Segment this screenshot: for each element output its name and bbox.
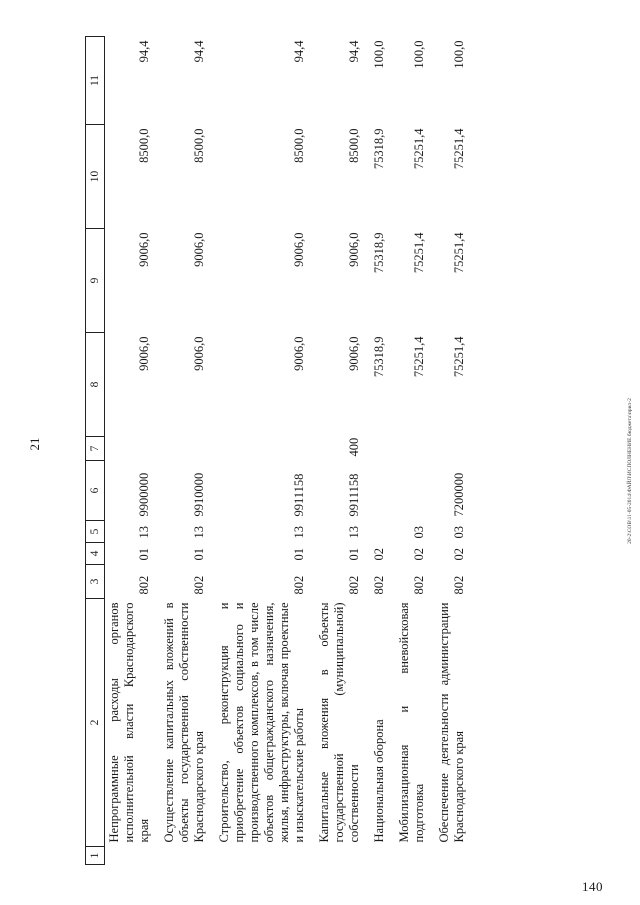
cell-c5: 13 — [292, 526, 306, 539]
cell-c6: 9911158 — [347, 473, 361, 517]
header-row — [86, 37, 105, 865]
cell-c5: 13 — [192, 526, 206, 539]
row-name: Непрограммные расходы органов исполнительной власти Краснодарского края — [107, 602, 151, 843]
cell-c7 — [429, 437, 469, 461]
cell-c10: 8500,0 — [137, 128, 151, 163]
cell-c9: 9006,0 — [347, 232, 361, 267]
header-cell-2: 2 — [86, 599, 105, 847]
cell-c10: 8500,0 — [192, 128, 206, 163]
cell-c6: 7200000 — [452, 472, 466, 517]
cell-c11: 94,4 — [292, 40, 306, 63]
header-cell-8: 8 — [86, 333, 105, 437]
cell-col-1 — [309, 847, 364, 865]
cell-c8: 75251,4 — [452, 336, 466, 378]
cell-c4: 02 — [372, 548, 386, 561]
cell-c7 — [389, 437, 429, 461]
cell-c6 — [389, 461, 429, 521]
cell-col-1 — [154, 847, 209, 865]
cell-c11: 100,0 — [452, 40, 466, 69]
cell-c10: 8500,0 — [292, 128, 306, 163]
cell-c3: 802 — [412, 575, 426, 595]
cell-c10: 8500,0 — [347, 128, 361, 163]
cell-c9: 9006,0 — [192, 232, 206, 267]
header-cell-1: 1 — [86, 847, 105, 865]
cell-c4: 01 — [137, 548, 151, 561]
table-row — [105, 37, 155, 865]
cell-c10: 75318,9 — [372, 128, 386, 170]
cell-c7 — [105, 437, 155, 461]
cell-c3: 802 — [372, 575, 386, 595]
cell-c4: 01 — [292, 548, 306, 561]
header-cell-3: 3 — [86, 565, 105, 599]
cell-c3: 802 — [292, 575, 306, 595]
cell-c8: 75251,4 — [412, 336, 426, 378]
cell-c11: 100,0 — [412, 40, 426, 69]
cell-c3: 802 — [192, 575, 206, 595]
cell-col-1 — [209, 847, 309, 865]
cell-c7 — [364, 437, 389, 461]
cell-c5: 13 — [347, 526, 361, 539]
cell-c6: 9911158 — [292, 473, 306, 517]
cell-col-1 — [389, 847, 429, 865]
cell-c8: 75318,9 — [372, 336, 386, 378]
cell-c9: 75318,9 — [372, 232, 386, 274]
page-number: 21 — [27, 437, 42, 451]
budget-table — [85, 36, 469, 865]
row-name: Национальная оборона — [372, 719, 386, 843]
header-cell-6: 6 — [86, 461, 105, 521]
table-body — [105, 37, 470, 865]
header-cell-5: 5 — [86, 521, 105, 543]
header-cell-9: 9 — [86, 229, 105, 333]
cell-c8: 9006,0 — [292, 336, 306, 371]
cell-c4: 02 — [452, 548, 466, 561]
cell-c10: 75251,4 — [452, 128, 466, 170]
cell-c3: 802 — [137, 575, 151, 595]
footer-number: 140 — [582, 879, 603, 894]
cell-c6 — [364, 461, 389, 521]
table-row — [429, 37, 469, 865]
cell-c11: 94,4 — [192, 40, 206, 63]
cell-c5 — [364, 521, 389, 543]
table-frame — [85, 37, 615, 865]
cell-c9: 75251,4 — [412, 232, 426, 274]
cell-c9: 75251,4 — [452, 232, 466, 274]
cell-c5: 03 — [452, 526, 466, 539]
row-name: Строительство, реконструкция и приобретение объектов социального и производственного комплексов, в том числе объектов общегражданского назначения, жилья, инфраструктуры, включая проектные и изыскательские работы — [217, 602, 306, 843]
cell-c9: 9006,0 — [292, 232, 306, 267]
cell-c10: 75251,4 — [412, 128, 426, 170]
cell-c4: 02 — [412, 548, 426, 561]
cell-c7 — [209, 437, 309, 461]
cell-c4: 01 — [192, 548, 206, 561]
cell-c8: 9006,0 — [137, 336, 151, 371]
cell-c11: 94,4 — [347, 40, 361, 63]
cell-c8: 9006,0 — [347, 336, 361, 371]
cell-c8: 9006,0 — [192, 336, 206, 371]
cell-c6: 9900000 — [137, 472, 151, 517]
table-row — [364, 37, 389, 865]
cell-c5: 13 — [137, 526, 151, 539]
table-row — [389, 37, 429, 865]
cell-c7 — [154, 437, 209, 461]
cell-col-1 — [429, 847, 469, 865]
header-cell-7: 7 — [86, 437, 105, 461]
rotated-table-container — [85, 37, 615, 865]
header-cell-4: 4 — [86, 543, 105, 565]
cell-c5: 03 — [412, 526, 426, 539]
cell-c3: 802 — [347, 575, 361, 595]
row-name: Обеспечение деятельности администрации Краснодарского края — [437, 602, 466, 843]
cell-col-1 — [105, 847, 155, 865]
cell-col-1 — [364, 847, 389, 865]
row-name: Капитальные вложения в объекты государственной (муниципальной) собственности — [317, 602, 361, 843]
cell-c11: 94,4 — [137, 40, 151, 63]
table-row — [209, 37, 309, 865]
header-cell-10: 10 — [86, 125, 105, 229]
table-row — [309, 37, 364, 865]
cell-c11: 100,0 — [372, 40, 386, 69]
cell-c9: 9006,0 — [137, 232, 151, 267]
cell-c7: 400 — [347, 437, 361, 457]
row-name: Мобилизационная и вневойсковая подготовка — [397, 602, 426, 843]
cell-c4: 01 — [347, 548, 361, 561]
table-row — [154, 37, 209, 865]
cell-c3: 802 — [452, 575, 466, 595]
header-cell-11: 11 — [86, 37, 105, 125]
footer-file-path: 20-2\СОВ\11-05-2014\ФАЙЛ\ИСПОЛНЕНИЕ бюджета\прил-2 — [627, 398, 633, 544]
row-name: Осуществление капитальных вложений в объекты государственной собственности Краснодарского края — [162, 602, 206, 843]
cell-c6: 9910000 — [192, 472, 206, 517]
